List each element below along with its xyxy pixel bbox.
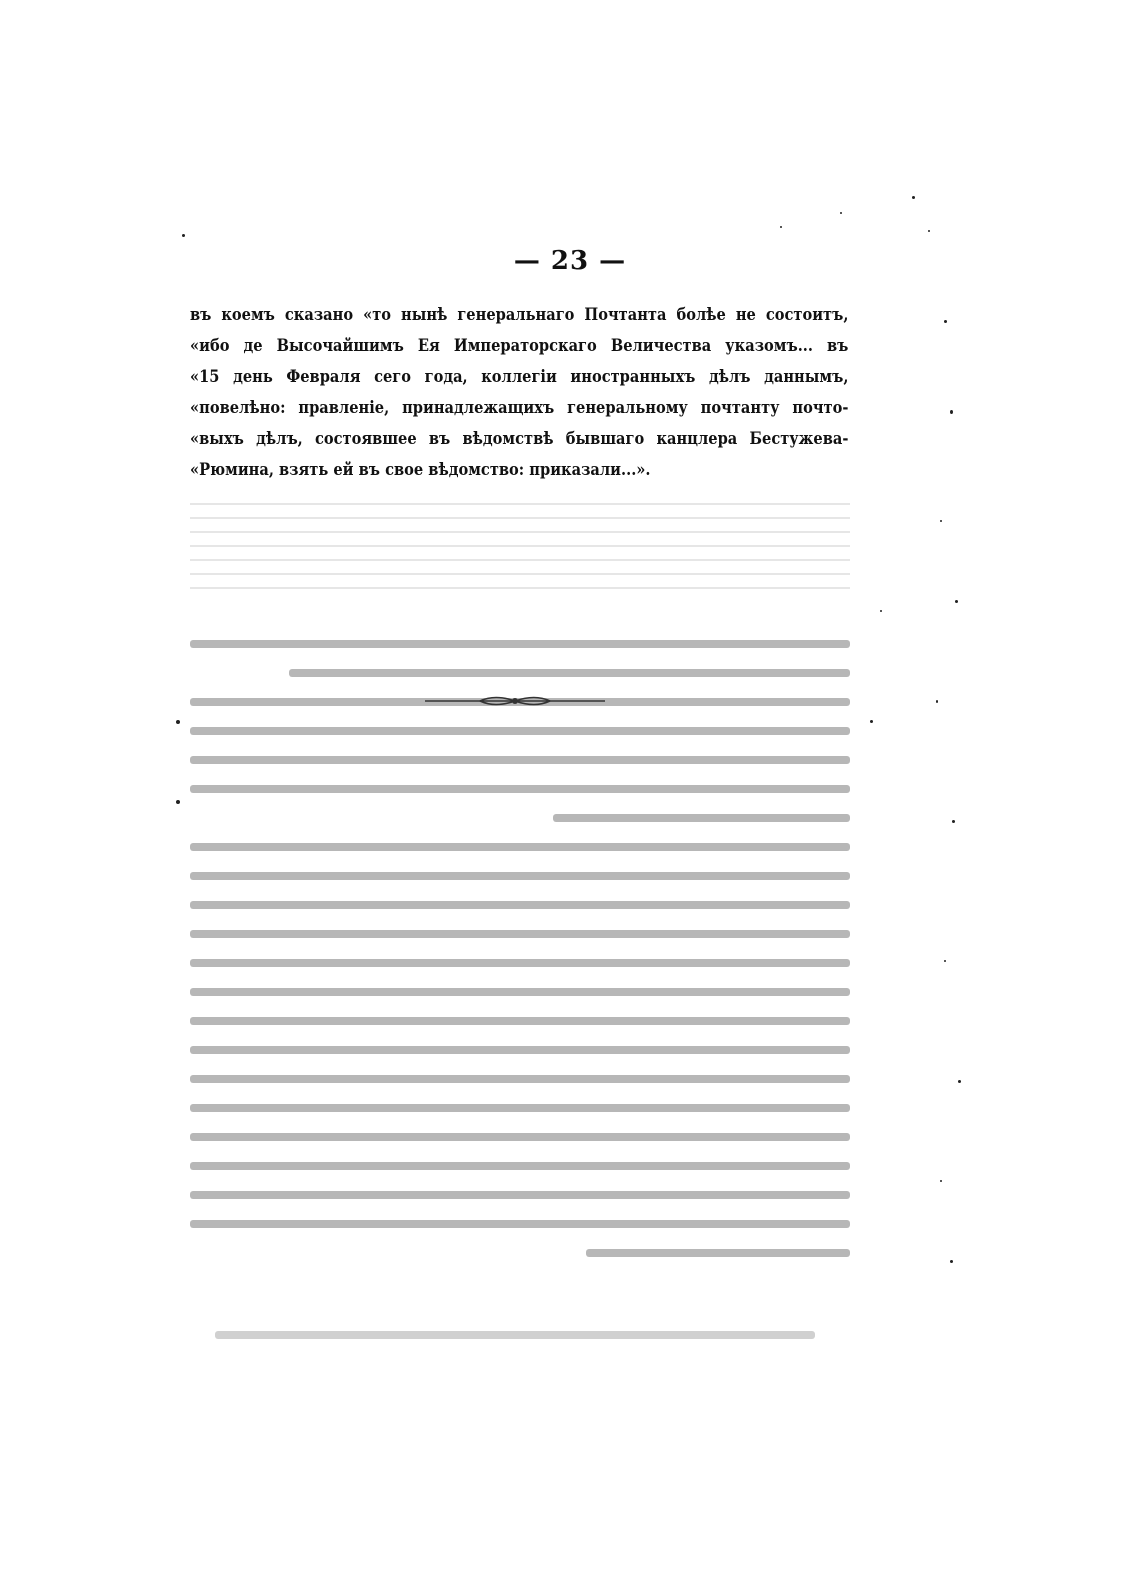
main-text [190, 300, 850, 486]
text-line: въ коемъ сказано «то нынѣ генеральнаго Почтанта болѣе не состоитъ, [190, 305, 849, 325]
text-line: «выхъ дѣлъ, состоявшее въ вѣдомствѣ бывшаго канцлера Бестужева- [190, 429, 849, 449]
text-line: «ибо де Высочайшимъ Ея Императорскаго Величества указомъ... въ [190, 336, 849, 356]
faint-show-through-block [190, 492, 850, 612]
ornament-divider-icon [425, 694, 605, 708]
text-line: «15 день Февраля сего года, коллегіи иностранныхъ дѣлъ даннымъ, [190, 367, 849, 387]
mirrored-footnote [215, 1331, 815, 1339]
text-line: «Рюмина, взять ей въ свое вѣдомство: приказали...». [190, 460, 651, 480]
text-line: «повелѣно: правленіе, принадлежащихъ генеральному почтанту почто- [190, 398, 849, 418]
page-number: — 23 — [513, 246, 627, 276]
mirrored-bleed-through-text [190, 640, 850, 1310]
